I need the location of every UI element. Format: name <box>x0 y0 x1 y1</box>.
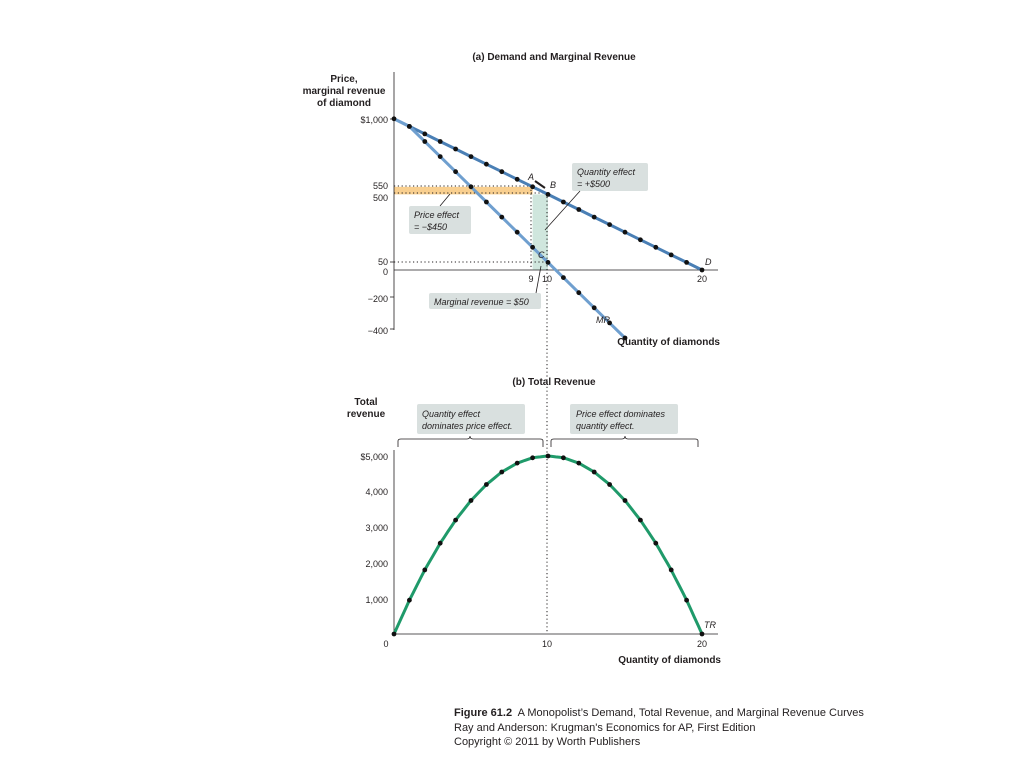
panel-a-ytick-500: 500 <box>372 193 388 203</box>
tr-point-10 <box>546 454 551 459</box>
panel-b-ytick-5000: $5,000 <box>360 452 388 462</box>
right-brace <box>551 436 698 447</box>
tr-point-12 <box>576 461 581 466</box>
left-brace <box>398 436 543 447</box>
demand-point-18 <box>669 253 674 258</box>
tr-point-20 <box>700 632 705 637</box>
point-label-c: C <box>538 250 545 260</box>
mr-point-11 <box>561 275 566 280</box>
mr-point-5 <box>469 184 474 189</box>
mr-point-3 <box>438 154 443 159</box>
demand-point-4 <box>453 147 458 152</box>
demand-point-14 <box>607 222 612 227</box>
demand-point-20 <box>700 268 705 273</box>
tr-curve-label: TR <box>704 620 716 630</box>
mr-point-13 <box>592 305 597 310</box>
panel-a-ytick-0: 0 <box>382 267 388 277</box>
tr-point-15 <box>623 498 628 503</box>
panel-b-ytick-2000: 2,000 <box>365 559 388 569</box>
mr-point-10 <box>546 260 551 265</box>
tr-point-7 <box>499 470 504 475</box>
tr-point-14 <box>607 482 612 487</box>
panel-b-ylabel-line2: revenue <box>346 409 386 420</box>
demand-point-15 <box>623 230 628 235</box>
tr-point-1 <box>407 598 412 603</box>
tr-point-2 <box>422 568 427 573</box>
demand-point-16 <box>638 237 643 242</box>
panel-b-ylabel-line1: Total <box>354 397 378 408</box>
mr-point-2 <box>422 139 427 144</box>
tr-point-0 <box>392 632 397 637</box>
panel-b-xtick-20: 20 <box>696 639 708 649</box>
tr-point-4 <box>453 518 458 523</box>
panel-a-title: (a) Demand and Marginal Revenue <box>472 52 636 63</box>
mr-point-12 <box>576 290 581 295</box>
panel-b-xtick-10: 10 <box>541 639 553 649</box>
mr-point-7 <box>499 215 504 220</box>
mr-point-6 <box>484 200 489 205</box>
panel-a-ytick-550: 550 <box>372 181 388 191</box>
caption-line1 <box>454 706 864 721</box>
tr-point-9 <box>530 455 535 460</box>
demand-point-3 <box>438 139 443 144</box>
demand-point-12 <box>576 207 581 212</box>
panel-a-xtick-20: 20 <box>696 274 708 284</box>
mr-point-4 <box>453 169 458 174</box>
mr-point-8 <box>515 230 520 235</box>
panel-b-xtick-0: 0 <box>383 639 389 649</box>
tr-point-13 <box>592 470 597 475</box>
demand-point-6 <box>484 162 489 167</box>
price-effect-line2: = −$450 <box>414 222 448 232</box>
figure-title: A Monopolist’s Demand, Total Revenue, and Marginal Revenue Curves <box>517 707 864 719</box>
figure-caption <box>454 706 864 750</box>
mr-curve-label: MR <box>596 315 610 325</box>
demand-point-7 <box>499 169 504 174</box>
demand-point-11 <box>561 200 566 205</box>
quantity-effect-line2: = +$500 <box>577 179 611 189</box>
demand-point-9 <box>530 184 535 189</box>
tr-point-5 <box>469 498 474 503</box>
panel-b-xlabel: Quantity of diamonds <box>618 655 721 666</box>
demand-point-2 <box>422 132 427 137</box>
point-label-d: D <box>705 257 712 267</box>
panel-a-ylabel-line1: Price, <box>330 74 358 85</box>
demand-point-5 <box>469 154 474 159</box>
panel-a-ytick-neg400: −400 <box>367 326 388 336</box>
quantity-dominates-line2: dominates price effect. <box>422 421 513 431</box>
panel-b-ytick-1000: 1,000 <box>365 595 388 605</box>
quantity-effect-line1: Quantity effect <box>577 167 636 177</box>
demand-point-13 <box>592 215 597 220</box>
marginal-revenue-box-text: Marginal revenue = $50 <box>434 297 529 307</box>
panel-a-ylabel-line2: marginal revenue <box>302 86 386 97</box>
mr-point-9 <box>530 245 535 250</box>
tr-point-19 <box>684 598 689 603</box>
tr-point-3 <box>438 541 443 546</box>
price-effect-line1: Price effect <box>414 210 460 220</box>
demand-point-19 <box>684 260 689 265</box>
a-to-b-arrow <box>535 181 545 188</box>
quantity-dominates-line1: Quantity effect <box>422 409 481 419</box>
figure-number: Figure 61.2 <box>454 707 513 719</box>
demand-point-10 <box>546 192 551 197</box>
tr-point-6 <box>484 482 489 487</box>
panel-a-xlabel: Quantity of diamonds <box>617 337 720 348</box>
tr-point-17 <box>653 541 658 546</box>
demand-point-8 <box>515 177 520 182</box>
caption-line2: Ray and Anderson: Krugman's Economics for AP, First Edition <box>454 721 756 734</box>
demand-point-17 <box>653 245 658 250</box>
panel-a-ytick-50: 50 <box>377 257 388 267</box>
panel-b-title: (b) Total Revenue <box>512 377 596 388</box>
panel-b-ytick-3000: 3,000 <box>365 523 388 533</box>
mr-point-1 <box>407 124 412 129</box>
demand-point-0 <box>392 116 397 121</box>
panel-a-ytick-1000: $1,000 <box>360 115 388 125</box>
panel-a-ylabel-line3: of diamond <box>317 98 371 109</box>
tr-point-18 <box>669 568 674 573</box>
point-label-b: B <box>550 180 557 190</box>
caption-line3: Copyright © 2011 by Worth Publishers <box>454 736 641 748</box>
panel-b-ytick-4000: 4,000 <box>365 487 388 497</box>
tr-point-11 <box>561 455 566 460</box>
panel-a-xtick-10: 10 <box>541 274 553 284</box>
price-dominates-line2: quantity effect. <box>576 421 635 431</box>
tr-point-8 <box>515 461 520 466</box>
point-label-a: A <box>528 172 535 182</box>
tr-point-16 <box>638 518 643 523</box>
panel-a-xtick-9: 9 <box>528 274 534 284</box>
price-dominates-line1: Price effect dominates <box>576 409 666 419</box>
price-effect-pointer <box>440 194 450 206</box>
panel-a-ytick-neg200: −200 <box>367 294 388 304</box>
